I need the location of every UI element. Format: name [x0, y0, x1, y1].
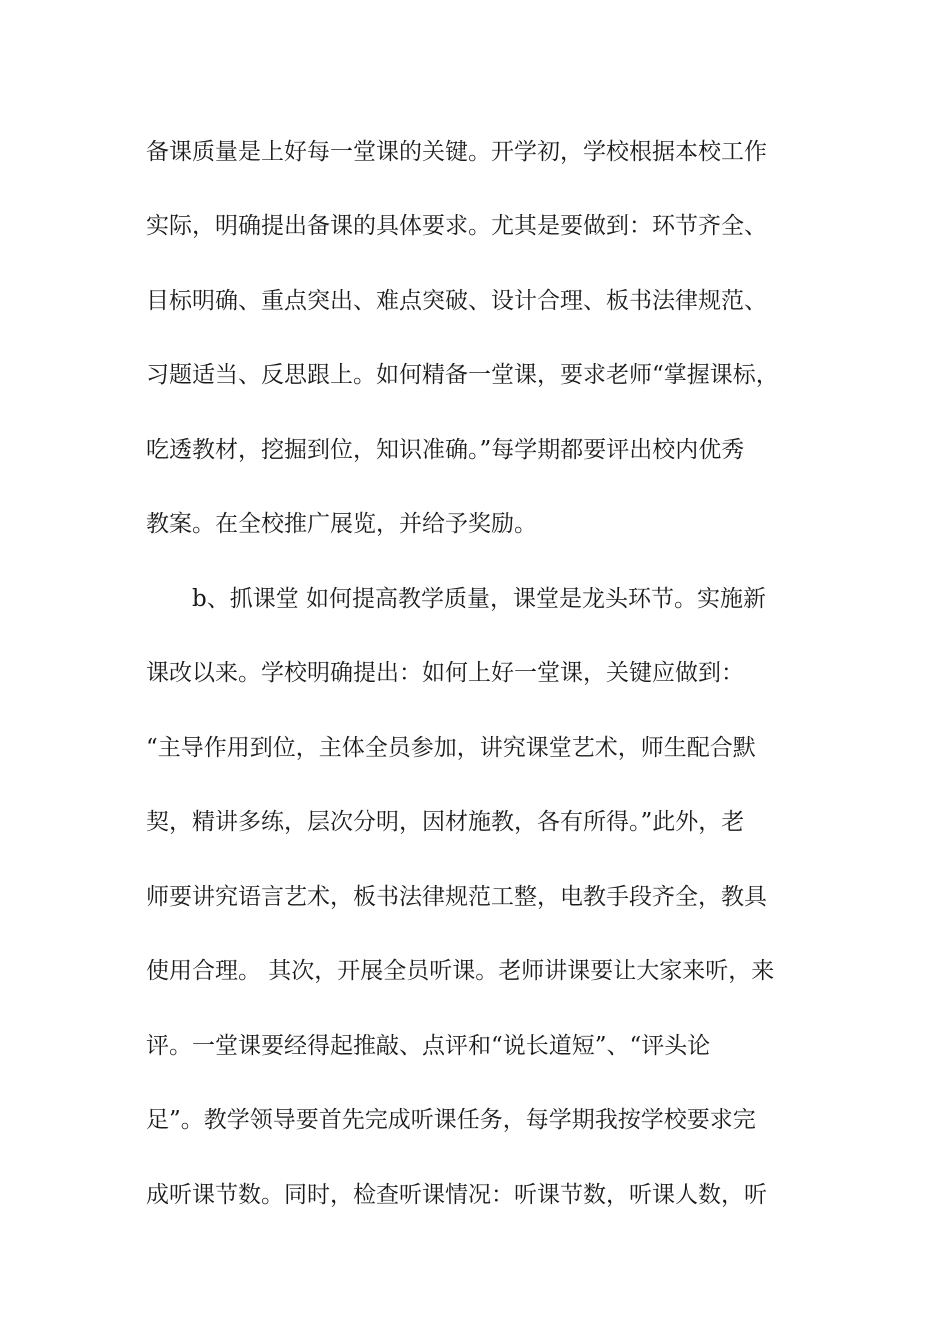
text-line: 实际，明确提出备课的具体要求。尤其是要做到：环节齐全、: [146, 213, 767, 239]
text-line: 师要讲究语言艺术，板书法律规范工整，电教手段齐全，教具: [146, 884, 767, 910]
text-line: 契，精讲多练，层次分明，因材施教，各有所得。”此外，老: [146, 809, 745, 835]
text-line: 课改以来。学校明确提出：如何上好一堂课，关键应做到：: [146, 660, 744, 686]
paragraph-start-line: b、抓课堂 如何提高教学质量，课堂是龙头环节。实施新: [192, 586, 767, 612]
text-line: “主导作用到位，主体全员参加，讲究课堂艺术，师生配合默: [146, 735, 756, 761]
text-line: 吃透教材，挖掘到位，知识准确。”每学期都要评出校内优秀: [146, 437, 745, 463]
text-line: 使用合理。 其次，开展全员听课。老师讲课要让大家来听，来: [146, 958, 775, 984]
text-line: 目标明确、重点突出、难点突破、设计合理、板书法律规范、: [146, 288, 767, 314]
text-line: 成听课节数。同时，检查听课情况：听课节数，听课人数，听: [146, 1182, 767, 1208]
text-line: 习题适当、反思跟上。如何精备一堂课，要求老师“掌握课标，: [146, 362, 779, 388]
text-line: 评。一堂课要经得起推敲、点评和“说长道短”、“评头论: [146, 1033, 711, 1059]
text-line: 足”。教学领导要首先完成听课任务，每学期我按学校要求完: [146, 1107, 756, 1133]
text-line: 教案。在全校推广展览，并给予奖励。: [146, 511, 537, 537]
text-line: 备课质量是上好每一堂课的关键。开学初，学校根据本校工作: [146, 139, 767, 165]
